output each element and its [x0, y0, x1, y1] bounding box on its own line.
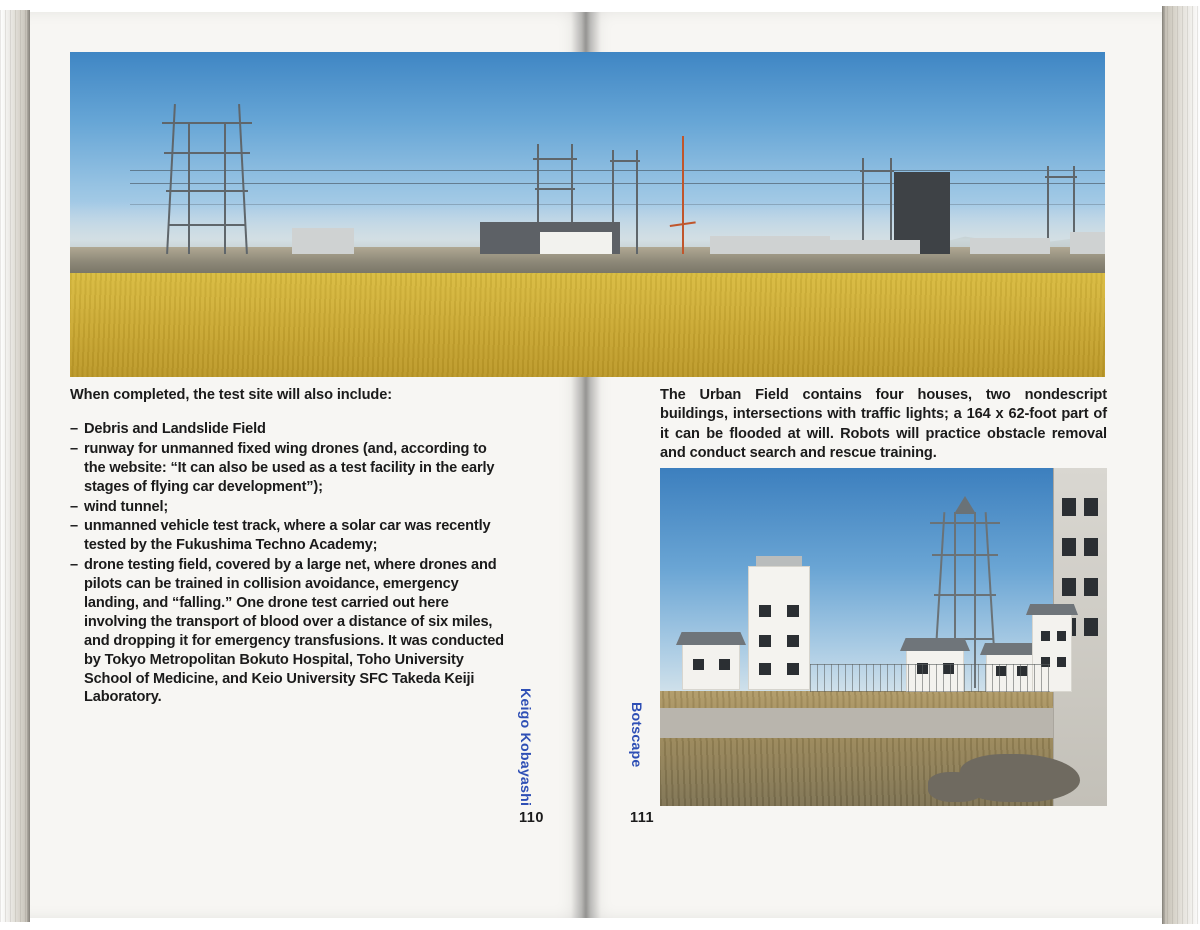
list-item-text: runway for unmanned fixed wing drones (and, according to the website: “It can also be used as a test facility in the early stages of flying car development”); — [84, 440, 495, 495]
fence — [810, 664, 1050, 692]
low-building — [830, 240, 920, 254]
test-site-feature-list — [70, 420, 506, 707]
list-item — [70, 556, 506, 707]
low-building — [292, 228, 354, 254]
photo-road — [660, 708, 1107, 738]
list-item — [70, 498, 506, 517]
rubble-pile — [928, 772, 986, 802]
roof — [1026, 604, 1078, 615]
white-building — [540, 232, 612, 254]
running-head-left: Keigo Kobayashi — [517, 688, 533, 807]
roof — [676, 632, 746, 645]
folio-right: 111 — [630, 810, 655, 826]
list-item — [70, 420, 506, 439]
roof — [900, 638, 970, 651]
bullet-marker: – — [70, 440, 78, 457]
page-edge-lines — [1162, 6, 1200, 924]
bullet-marker: – — [70, 420, 78, 437]
book-edge-left — [0, 10, 30, 922]
right-page-text-column — [660, 386, 1107, 464]
bullet-marker: – — [70, 518, 78, 535]
list-item-text: drone testing field, covered by a large net, where drones and pilots can be trained in collision avoidance, emergency landing, and “falling.” One drone test carried out here involving the transport of blood over a distance of six miles, and dropping it for emergency transfusions. It was conducted by Tokyo Metropolitan Bokuto Hospital, Toho University School of Medicine, and Keio University SFC Takeda Keiji Laboratory. — [84, 557, 504, 706]
transmission-pylon — [162, 104, 252, 254]
construction-crane — [682, 136, 684, 254]
list-item-text: wind tunnel; — [84, 498, 169, 515]
list-item — [70, 517, 506, 555]
left-lead-paragraph: When completed, the test site will also include: — [70, 387, 392, 403]
low-building — [970, 238, 1050, 254]
test-building-tower — [748, 566, 810, 690]
model-house — [682, 644, 740, 690]
page-edge-lines — [0, 10, 30, 922]
running-head-right: Botscape — [628, 702, 644, 768]
photo-urban-field — [660, 468, 1107, 806]
photo-rice-field — [70, 273, 1105, 377]
book-edge-right — [1162, 6, 1200, 924]
list-item-text: unmanned vehicle test track, where a solar car was recently tested by the Fukushima Techno Academy; — [84, 518, 491, 554]
right-lead-paragraph: The Urban Field contains four houses, two nondescript buildings, intersections with traffic lights; a 164 x 62-foot part of it can be flooded at will. Robots will practice obstacle removal and conduct search and rescue training. — [660, 387, 1107, 462]
low-building — [710, 236, 830, 254]
list-item-text: Debris and Landslide Field — [84, 420, 266, 437]
folio-left: 110 — [519, 810, 544, 826]
left-page-text-column — [70, 386, 506, 708]
roof — [756, 556, 802, 566]
bullet-marker: – — [70, 498, 78, 515]
photo-panorama-rice-field — [70, 52, 1105, 377]
bullet-marker: – — [70, 557, 78, 574]
low-building — [1070, 232, 1105, 254]
list-item — [70, 440, 506, 497]
